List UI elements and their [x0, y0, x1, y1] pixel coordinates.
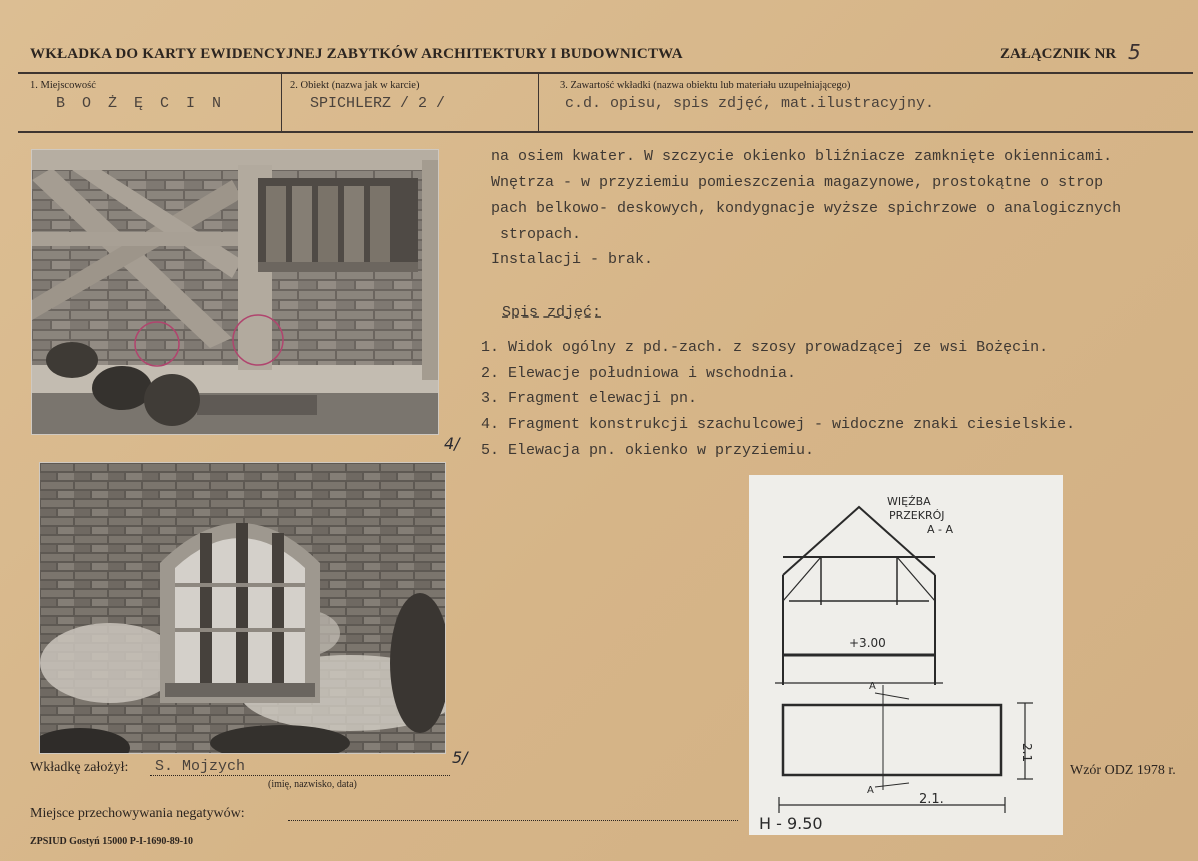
photo-list-item-2: 2. Elewacje południowa i wschodnia. [481, 365, 797, 382]
fields-rule [18, 131, 1193, 133]
sketch-title-1: WIĘŹBA [887, 495, 931, 508]
locality-value: B O Ż Ę C I N [56, 95, 226, 112]
sketch-title-3: A - A [927, 523, 954, 536]
inserted-by-value: S. Mojzych [155, 758, 246, 775]
printer-info: ZPSIUD Gostyń 15000 P-I-1690-89-10 [30, 836, 194, 847]
content-value: c.d. opisu, spis zdjęć, mat.ilustracyjny. [565, 95, 935, 112]
sketch-level-mark: +3.00 [849, 636, 886, 650]
negatives-label: Miejsce przechowywania negatywów: [30, 806, 245, 821]
description-line-5: Instalacji - brak. [491, 251, 654, 268]
sketch-title-2: PRZEKRÓJ [889, 509, 945, 522]
object-label: 2. Obiekt (nazwa jak w karcie) [290, 80, 420, 91]
description-line-4: stropach. [491, 226, 582, 243]
object-value: SPICHLERZ / 2 / [310, 95, 446, 112]
inserted-by-label: Wkładkę założył: [30, 760, 129, 775]
pattern-label: Wzór ODZ 1978 r. [1070, 763, 1176, 778]
field-divider-2 [538, 74, 539, 131]
photo-list-item-5: 5. Elewacja pn. okienko w przyziemiu. [481, 442, 815, 459]
photo-list-item-3: 3. Fragment elewacji pn. [481, 390, 698, 407]
photo-arched-window [40, 463, 445, 753]
photo-list-item-4: 4. Fragment konstrukcji szachulcowej - widoczne znaki ciesielskie. [481, 416, 1076, 433]
inserted-by-line [150, 775, 450, 776]
sketch-length-dim: 2.1. [919, 792, 944, 807]
content-label: 3. Zawartość wkładki (nazwa obiektu lub materiału uzupełniającego) [560, 80, 851, 91]
sketch-section-a-bottom: A [867, 785, 874, 796]
description-line-1: na osiem kwater. W szczycie okienko bliźniacze zamknięte okiennicami. [491, 148, 1113, 165]
description-line-3: pach belkowo- deskowych, kondygnacje wyższe spichrzowe o analogicznych [491, 200, 1122, 217]
card-title: WKŁADKA DO KARTY EWIDENCYJNEJ ZABYTKÓW ARCHITEKTURY I BUDOWNICTWA [30, 46, 683, 62]
sketch-section-a-top: A [869, 681, 876, 692]
description-line-2: Wnętrza - w przyziemiu pomieszczenia magazynowe, prostokątne o strop [491, 174, 1104, 191]
inserted-by-hint: (imię, nazwisko, data) [268, 779, 357, 790]
photo-number-5: 5/ [452, 748, 468, 767]
photo-list-title: Spis zdjęć: [502, 304, 602, 321]
locality-label: 1. Miejscowość [30, 80, 96, 91]
photo-list-item-1: 1. Widok ogólny z pd.-zach. z szosy prowadzącej ze wsi Bożęcin. [481, 339, 1049, 356]
photo-number-4: 4/ [444, 434, 460, 453]
sketch-width-dim: 2.1 [1020, 743, 1034, 763]
annex-label: ZAŁĄCZNIK NR [1000, 46, 1117, 62]
header-rule [18, 72, 1193, 74]
annex-number: 5 [1128, 40, 1141, 64]
negatives-line [288, 820, 738, 821]
truss-section-sketch [749, 475, 1063, 835]
field-divider-1 [281, 74, 282, 131]
sketch-height-mark: H - 9.50 [759, 814, 823, 833]
photo-timber-frame [32, 150, 438, 434]
